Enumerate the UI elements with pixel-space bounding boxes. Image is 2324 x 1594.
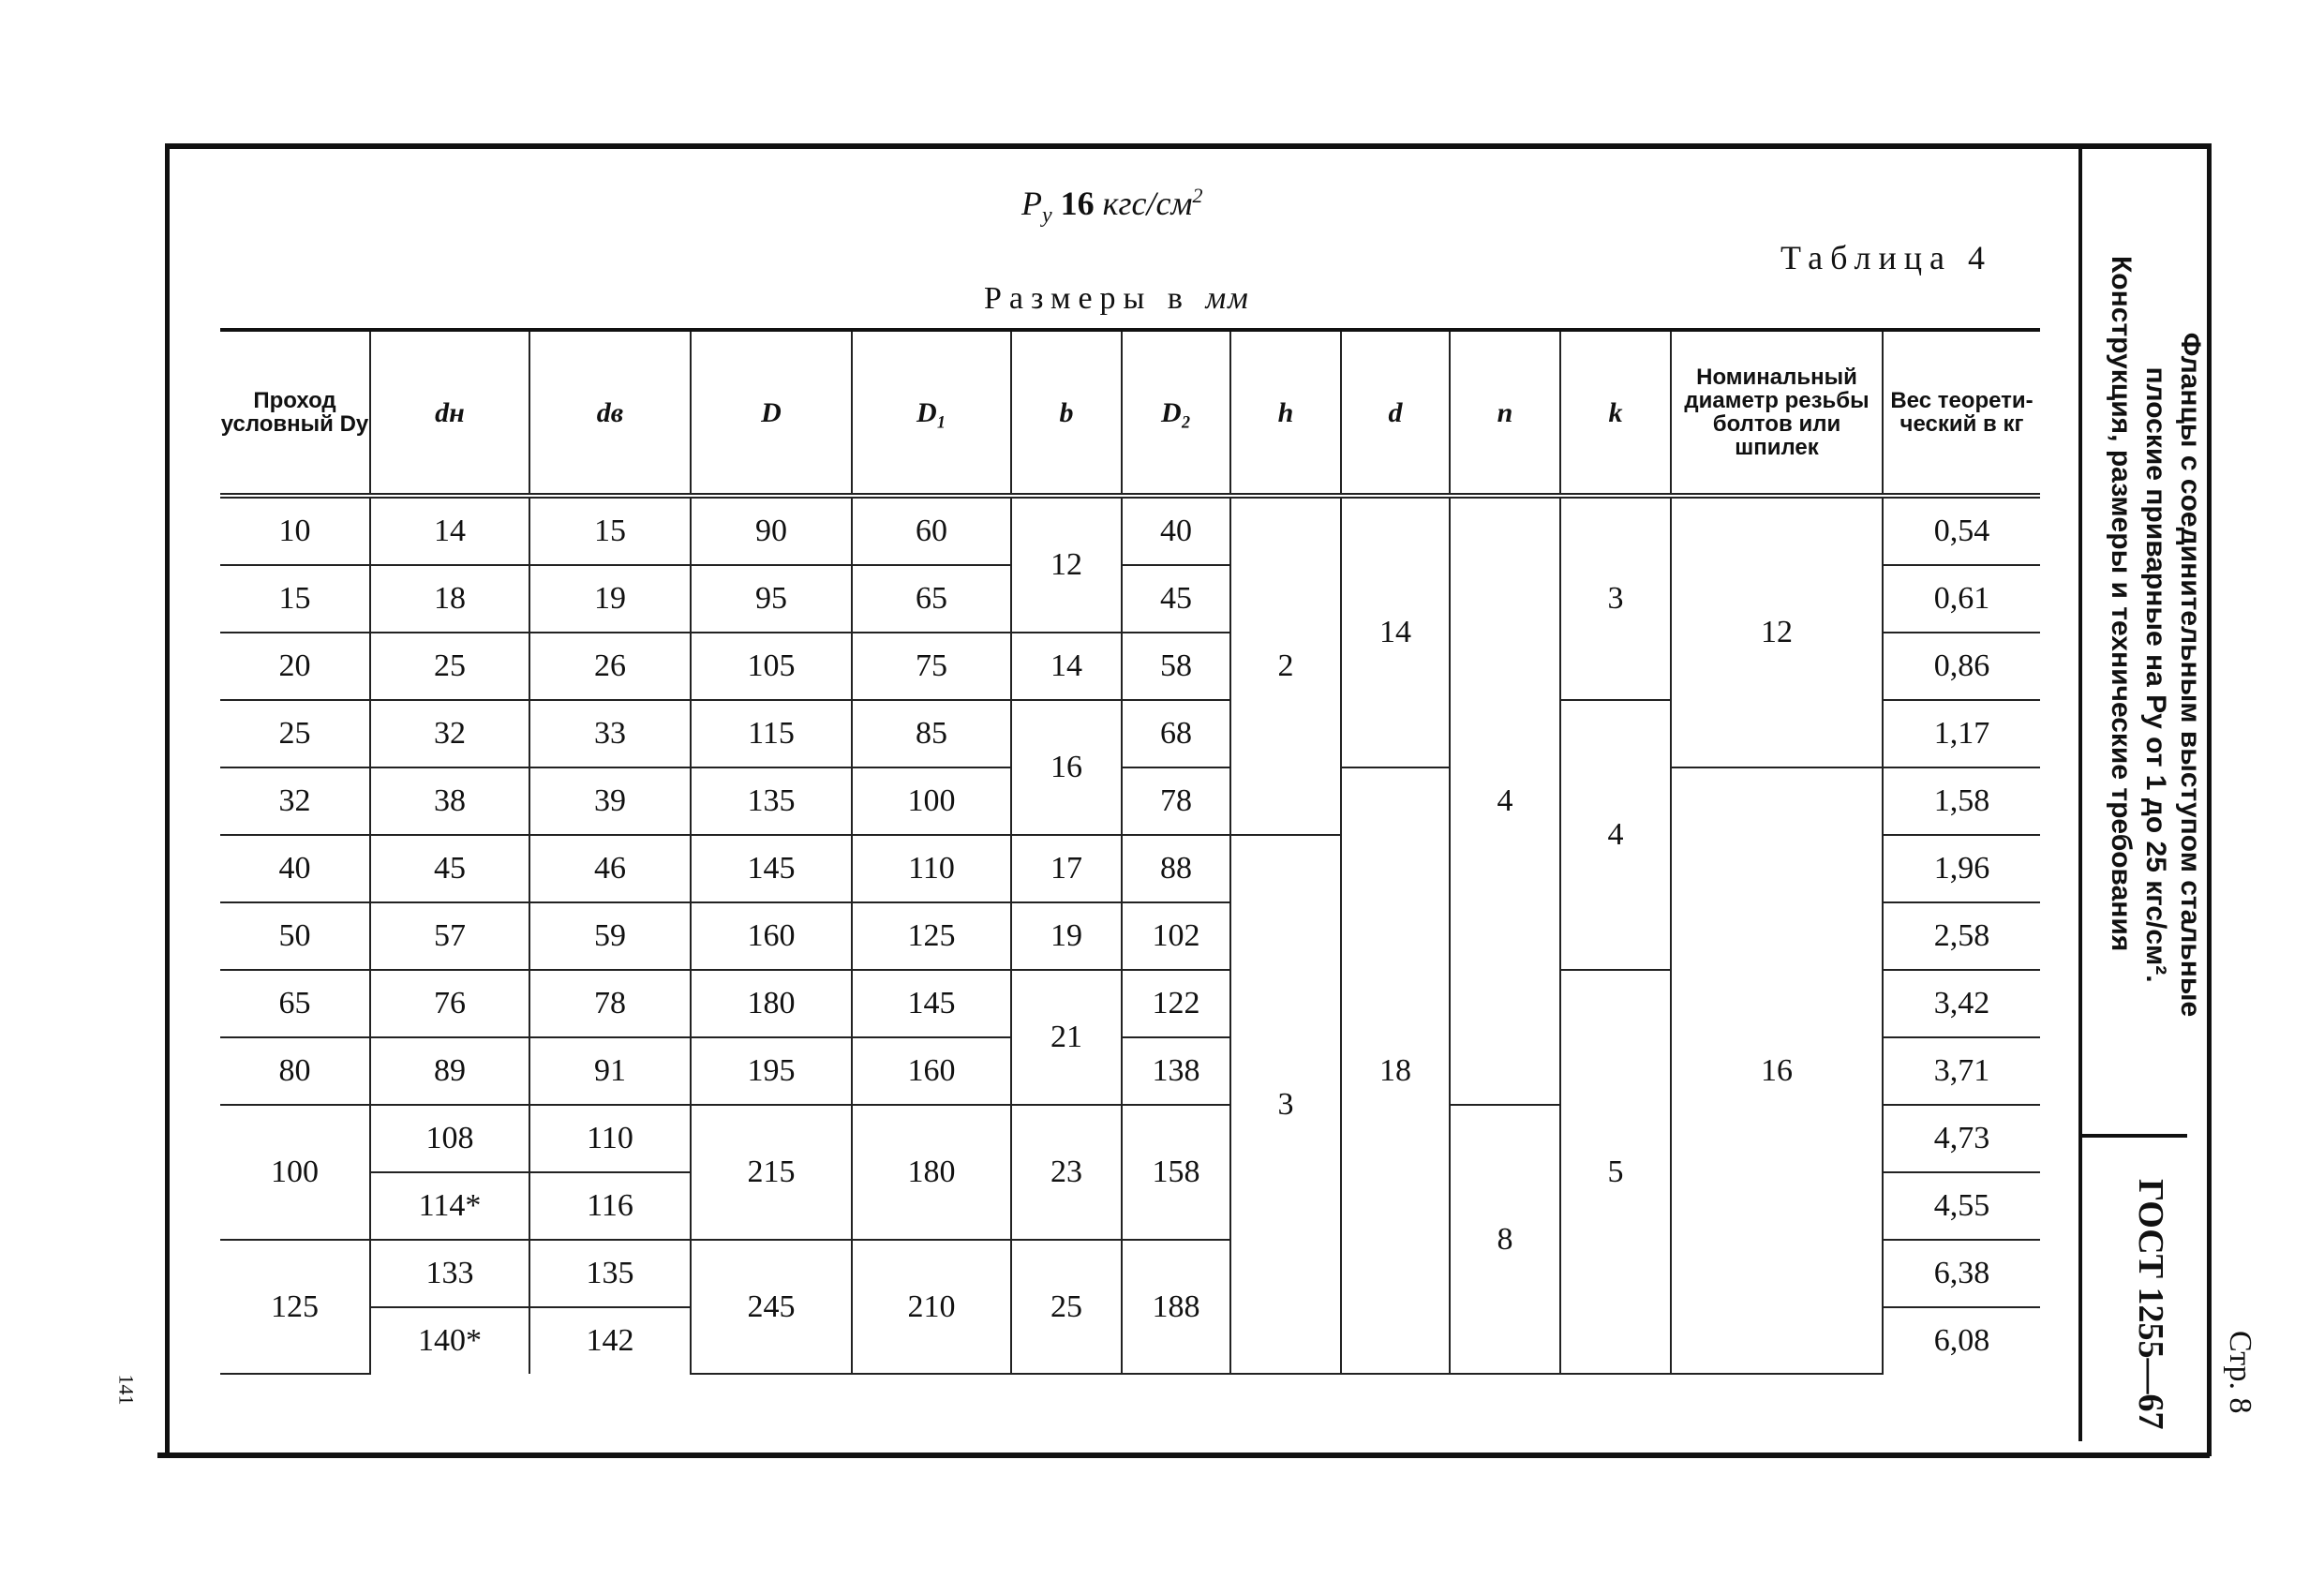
cell-D1: 85 [852, 700, 1011, 767]
cell-dv: 26 [529, 633, 691, 700]
cell-D2: 45 [1122, 565, 1230, 633]
header-dn: dн [370, 330, 529, 496]
frame-bottom-border [157, 1452, 2210, 1458]
cell-dy: 65 [220, 970, 370, 1037]
cell-D2: 40 [1122, 496, 1230, 565]
cell-n: 8 [1450, 1105, 1560, 1374]
cell-weight: 4,73 [1883, 1105, 2040, 1172]
cell-D: 145 [691, 835, 852, 902]
table-row [220, 496, 2040, 565]
cell-D1: 145 [852, 970, 1011, 1037]
cell-thread: 12 [1671, 496, 1883, 767]
cell-dn: 38 [370, 767, 529, 835]
cell-D: 245 [691, 1240, 852, 1374]
cell-k: 5 [1560, 970, 1671, 1374]
cell-weight: 0,54 [1883, 496, 2040, 565]
cell-dv: 33 [529, 700, 691, 767]
cell-D2: 58 [1122, 633, 1230, 700]
cell-D2: 138 [1122, 1037, 1230, 1105]
cell-dn: 45 [370, 835, 529, 902]
cell-dy: 125 [220, 1240, 370, 1374]
cell-dn: 133 [370, 1240, 529, 1307]
cell-dv: 39 [529, 767, 691, 835]
cell-weight: 0,61 [1883, 565, 2040, 633]
frame-top-border [167, 143, 2210, 149]
cell-dv: 19 [529, 565, 691, 633]
cell-b: 16 [1011, 700, 1122, 835]
cell-dv: 15 [529, 496, 691, 565]
cell-D1: 75 [852, 633, 1011, 700]
cell-weight: 6,08 [1883, 1307, 2040, 1374]
frame-left-border [165, 143, 170, 1456]
cell-dv: 116 [529, 1172, 691, 1240]
cell-dy: 25 [220, 700, 370, 767]
cell-dn: 89 [370, 1037, 529, 1105]
cell-dy: 40 [220, 835, 370, 902]
cell-dv: 91 [529, 1037, 691, 1105]
header-D2: D₂ [1122, 330, 1230, 496]
cell-weight: 1,58 [1883, 767, 2040, 835]
table-number: Таблица 4 [1780, 239, 1992, 276]
cell-D: 215 [691, 1105, 852, 1240]
header-D: D [691, 330, 852, 496]
cell-b: 23 [1011, 1105, 1122, 1240]
cell-D1: 160 [852, 1037, 1011, 1105]
cell-D2: 102 [1122, 902, 1230, 970]
cell-D1: 180 [852, 1105, 1011, 1240]
cell-h: 2 [1230, 496, 1341, 835]
cell-D1: 110 [852, 835, 1011, 902]
cell-dn: 18 [370, 565, 529, 633]
cell-dn: 14 [370, 496, 529, 565]
cell-D2: 122 [1122, 970, 1230, 1037]
cell-h: 3 [1230, 835, 1341, 1374]
cell-D: 180 [691, 970, 852, 1037]
cell-dy: 15 [220, 565, 370, 633]
cell-b: 17 [1011, 835, 1122, 902]
cell-b: 19 [1011, 902, 1122, 970]
cell-D2: 88 [1122, 835, 1230, 902]
cell-D1: 60 [852, 496, 1011, 565]
header-n: n [1450, 330, 1560, 496]
header-h: h [1230, 330, 1341, 496]
cell-dn: 114* [370, 1172, 529, 1240]
table-row [220, 767, 2040, 835]
cell-b: 25 [1011, 1240, 1122, 1374]
cell-dv: 59 [529, 902, 691, 970]
cell-thread: 16 [1671, 767, 1883, 1374]
cell-dy: 80 [220, 1037, 370, 1105]
cell-D: 105 [691, 633, 852, 700]
cell-dv: 142 [529, 1307, 691, 1374]
cell-dn: 140* [370, 1307, 529, 1374]
cell-dy: 20 [220, 633, 370, 700]
cell-dn: 57 [370, 902, 529, 970]
cell-weight: 2,58 [1883, 902, 2040, 970]
pressure-heading: $P_у$ 16 кгс/$см^2$ [1021, 184, 1203, 229]
cell-D1: 100 [852, 767, 1011, 835]
cell-D: 135 [691, 767, 852, 835]
cell-k: 3 [1560, 496, 1671, 700]
cell-b: 12 [1011, 496, 1122, 633]
cell-D1: 125 [852, 902, 1011, 970]
cell-dn: 76 [370, 970, 529, 1037]
cell-weight: 1,17 [1883, 700, 2040, 767]
cell-D1: 65 [852, 565, 1011, 633]
cell-dy: 10 [220, 496, 370, 565]
side-title-line-1: Фланцы с соединительным выступом стальные [2175, 332, 2206, 1018]
cell-D2: 78 [1122, 767, 1230, 835]
cell-D: 195 [691, 1037, 852, 1105]
cell-dy: 100 [220, 1105, 370, 1240]
cell-b: 21 [1011, 970, 1122, 1105]
cell-dn: 108 [370, 1105, 529, 1172]
cell-b: 14 [1011, 633, 1122, 700]
header-thread: Номинальный диаметр резьбы болтов или шпилек [1671, 330, 1883, 496]
units-label: Размеры в мм [984, 281, 1250, 316]
standard-number: ГОСТ 1255—67 [2131, 1179, 2170, 1430]
page-number: Стр. 8 [2223, 1331, 2257, 1414]
header-dy: Проход условный Dу [220, 330, 370, 496]
header-row [220, 330, 2040, 496]
cell-D: 95 [691, 565, 852, 633]
cell-D1: 210 [852, 1240, 1011, 1374]
cell-dy: 50 [220, 902, 370, 970]
cell-dy: 32 [220, 767, 370, 835]
flange-dimensions-table [220, 328, 2040, 1375]
side-title [2095, 239, 2208, 1110]
cell-weight: 4,55 [1883, 1172, 2040, 1240]
margin-note: 141 [114, 1374, 139, 1406]
cell-dn: 32 [370, 700, 529, 767]
header-d: d [1341, 330, 1450, 496]
side-title-line-2: плоские приварные на Pу от 1 до 25 кгс/см². [2140, 366, 2171, 983]
side-title-line-3: Конструкция, размеры и технические требования [2106, 256, 2137, 952]
cell-D2: 188 [1122, 1240, 1230, 1374]
header-D1: D₁ [852, 330, 1011, 496]
cell-D2: 68 [1122, 700, 1230, 767]
side-column-divider [2082, 1134, 2187, 1138]
cell-dv: 78 [529, 970, 691, 1037]
cell-n: 4 [1450, 496, 1560, 1105]
side-column-separator [2078, 143, 2082, 1441]
cell-dv: 135 [529, 1240, 691, 1307]
header-weight: Вес теорети-ческий в кг [1883, 330, 2040, 496]
cell-k: 4 [1560, 700, 1671, 970]
cell-weight: 0,86 [1883, 633, 2040, 700]
header-k: k [1560, 330, 1671, 496]
cell-D: 90 [691, 496, 852, 565]
cell-d: 18 [1341, 767, 1450, 1374]
cell-dn: 25 [370, 633, 529, 700]
cell-weight: 3,42 [1883, 970, 2040, 1037]
header-dv: dв [529, 330, 691, 496]
header-b: b [1011, 330, 1122, 496]
cell-d: 14 [1341, 496, 1450, 767]
cell-D2: 158 [1122, 1105, 1230, 1240]
cell-D: 160 [691, 902, 852, 970]
cell-weight: 3,71 [1883, 1037, 2040, 1105]
cell-D: 115 [691, 700, 852, 767]
cell-dv: 46 [529, 835, 691, 902]
cell-weight: 1,96 [1883, 835, 2040, 902]
cell-weight: 6,38 [1883, 1240, 2040, 1307]
cell-dv: 110 [529, 1105, 691, 1172]
